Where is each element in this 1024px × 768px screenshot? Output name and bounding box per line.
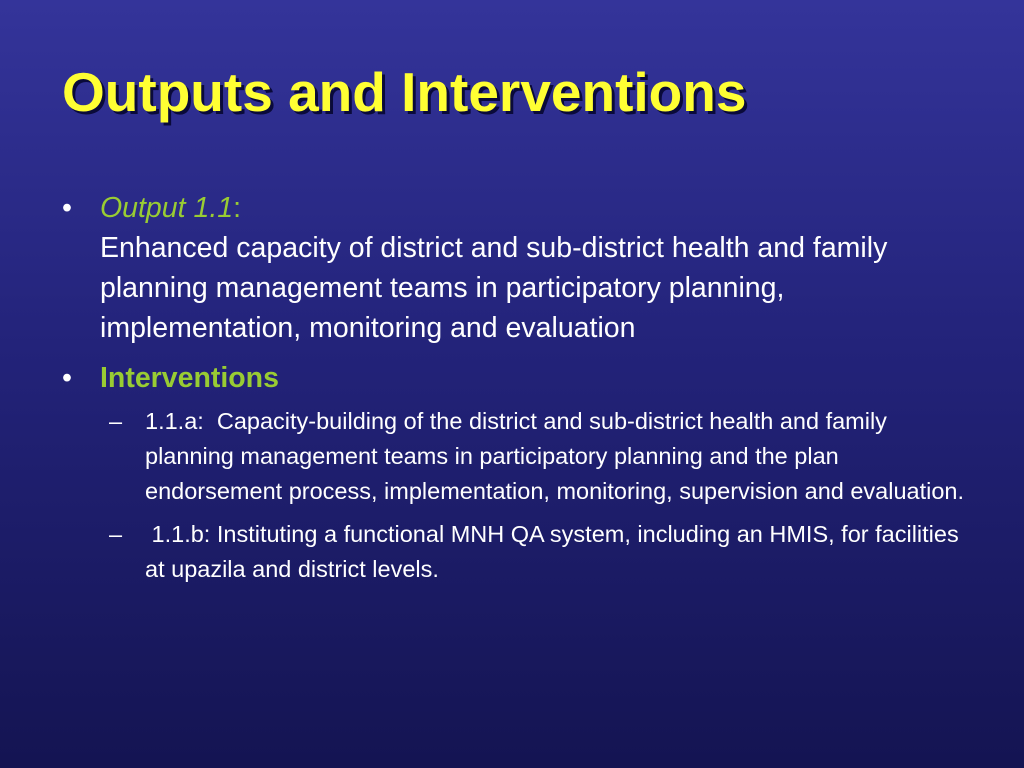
bullet-output — [62, 188, 982, 348]
sub-item-marker: – — [109, 521, 123, 547]
slide-content — [62, 188, 982, 595]
bullet-heading — [100, 188, 982, 228]
sub-item-marker: – — [109, 408, 123, 434]
interventions-label: Interventions — [100, 362, 279, 394]
bullet-marker: • — [62, 362, 72, 394]
sub-item-text: 1.1.b: Instituting a functional MNH QA system, including an HMIS, for facilities at upazila and district levels. — [145, 521, 966, 582]
output-label: Output 1.1 — [100, 192, 234, 224]
output-description: Enhanced capacity of district and sub-district health and family planning management teams in participatory planning, implementation, monitoring and evaluation — [100, 232, 888, 344]
sub-item-1-1-a — [109, 404, 982, 509]
output-colon: : — [233, 192, 242, 224]
sub-item-text: 1.1.a: Capacity-building of the district and sub-district health and family planning management teams in participatory planning and the plan endorsement process, implementation, monitoring, supervision and evaluation. — [145, 408, 965, 504]
slide-title: Outputs and Interventions — [62, 61, 747, 123]
bullet-interventions — [62, 358, 982, 398]
sub-item-1-1-b — [109, 517, 982, 587]
bullet-marker: • — [62, 192, 72, 224]
